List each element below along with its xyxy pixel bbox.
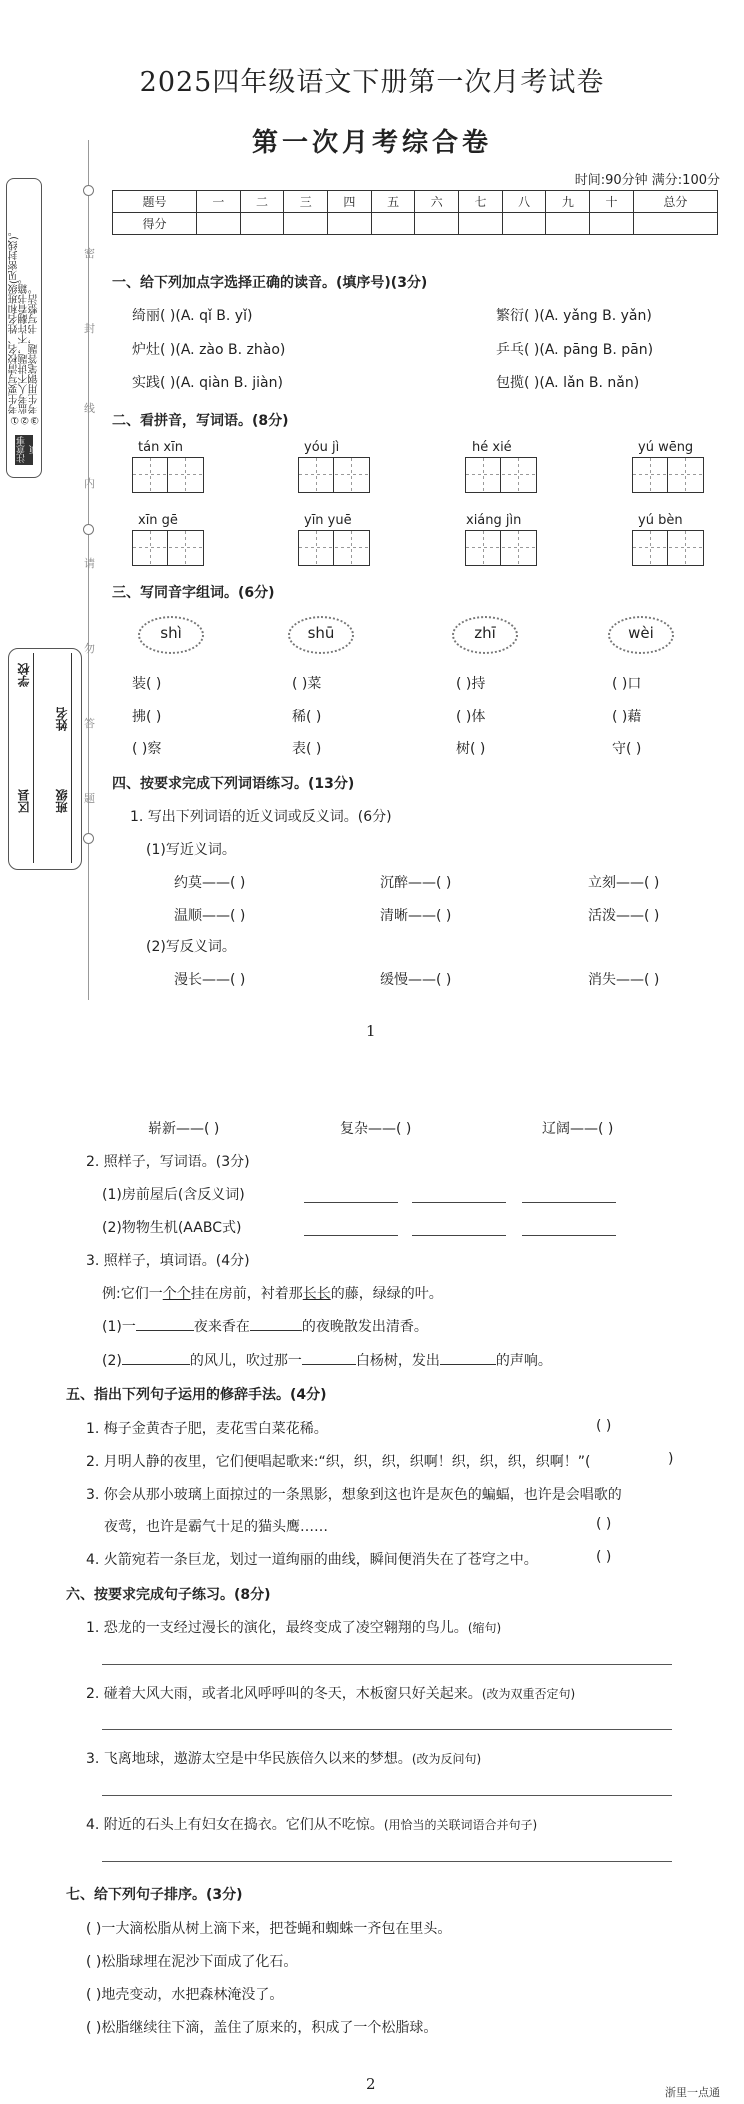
document-title: 2025四年级语文下册第一次月考试卷: [139, 67, 605, 98]
sub-question: (1)写近义词。: [146, 842, 236, 858]
score-cell[interactable]: [633, 213, 717, 235]
question-item: 乒乓( )(A. pāng B. pān): [496, 342, 654, 358]
binding-char: 答: [84, 717, 95, 730]
table-cell: 题号: [113, 191, 197, 213]
score-cell[interactable]: [284, 213, 328, 235]
score-table: [112, 190, 718, 235]
question-item: ( )藉: [612, 709, 642, 725]
question-item: 活泼——( ): [588, 908, 660, 924]
notice-item: ①考生要写清校名、姓名和班级(见密封线)。: [9, 226, 20, 425]
question-text: 1. 恐龙的一支经过漫长的演化，最终变成了凌空翱翔的鸟儿。: [86, 1620, 468, 1636]
writing-grid[interactable]: [298, 530, 370, 566]
question-item: 实践( )(A. qiàn B. jiàn): [132, 375, 283, 391]
sub-question: 2. 照样子，写词语。(3分): [86, 1154, 250, 1170]
score-cell[interactable]: [371, 213, 415, 235]
question-hint: (改为双重否定句): [481, 1687, 576, 1701]
score-table-row: [113, 213, 718, 235]
score-cell[interactable]: [196, 213, 240, 235]
question-item: 树( ): [456, 741, 486, 757]
writing-grid[interactable]: [465, 530, 537, 566]
binding-char: 密: [84, 247, 95, 260]
notice-box: [6, 178, 42, 478]
pinyin-badge: shū: [288, 616, 354, 654]
question-item: 稀( ): [292, 709, 322, 725]
answer-blank[interactable]: [304, 1202, 398, 1203]
ordering-item: ( )松脂继续往下滴，盖住了原来的，积成了一个松脂球。: [86, 2020, 438, 2036]
pinyin-badge: wèi: [608, 616, 674, 654]
question-item: [86, 1748, 481, 1768]
pinyin-label: tán xīn: [138, 440, 183, 455]
question-item: 包揽( )(A. lǎn B. nǎn): [496, 375, 640, 391]
question-text: 4. 附近的石头上有妇女在捣衣。它们从不吃惊。: [86, 1817, 384, 1833]
table-cell: 十: [590, 191, 634, 213]
question-item: 清晰——( ): [380, 908, 452, 924]
question-item: 守( ): [612, 741, 642, 757]
ordering-item: ( )地壳变动，水把森林淹没了。: [86, 1987, 284, 2003]
question-item: ( )菜: [292, 676, 322, 692]
writing-grid[interactable]: [132, 457, 204, 493]
question-item: 装( ): [132, 676, 162, 692]
pinyin-label: xīn gē: [138, 513, 178, 528]
fill-blank[interactable]: [250, 1330, 302, 1331]
answer-paren[interactable]: ( ): [596, 1549, 612, 1565]
example-text: 的藤，绿绿的叶。: [330, 1286, 443, 1302]
question-item: 漫长——( ): [174, 972, 246, 988]
score-cell[interactable]: [546, 213, 590, 235]
binding-char: 题: [84, 792, 95, 805]
question-hint: (改为反问句): [411, 1752, 482, 1766]
binding-hole-2: [83, 524, 94, 535]
score-cell[interactable]: [502, 213, 546, 235]
answer-blank[interactable]: [522, 1202, 616, 1203]
question-item: 2. 月明人静的夜里，它们便唱起歌来:“织，织，织，织啊！织，织，织，织啊！”(: [86, 1454, 591, 1470]
question-text: 3. 飞离地球，遨游太空是中华民族倍久以来的梦想。: [86, 1751, 412, 1767]
question-item: ( )持: [456, 676, 486, 692]
question-item: 消失——( ): [588, 972, 660, 988]
table-cell: 四: [328, 191, 372, 213]
fill-blank[interactable]: [122, 1364, 190, 1365]
binding-hole-3: [83, 833, 94, 844]
table-cell: 二: [240, 191, 284, 213]
section-2-title: 二、看拼音，写词语。(8分): [112, 413, 289, 429]
score-cell[interactable]: [590, 213, 634, 235]
sub-question: (2)写反义词。: [146, 939, 236, 955]
table-cell: 三: [284, 191, 328, 213]
fill-blank[interactable]: [136, 1330, 194, 1331]
example-text: 例:它们一: [102, 1286, 163, 1302]
answer-paren[interactable]: ( ): [596, 1418, 612, 1434]
table-cell: 七: [459, 191, 503, 213]
pinyin-label: xiáng jìn: [466, 513, 522, 528]
score-cell[interactable]: [240, 213, 284, 235]
fill-sentence: [102, 1350, 552, 1370]
pinyin-label: yú bèn: [638, 513, 683, 528]
table-cell: 五: [371, 191, 415, 213]
binding-char: 封: [84, 322, 95, 335]
pinyin-label: yú wēng: [638, 440, 694, 455]
student-info-box: [8, 648, 82, 870]
writing-grid[interactable]: [132, 530, 204, 566]
pinyin-badge: shì: [138, 616, 204, 654]
pinyin-label: yóu jì: [304, 440, 340, 455]
table-cell: 一: [196, 191, 240, 213]
section-5-title: 五、指出下列句子运用的修辞手法。(4分): [66, 1387, 327, 1403]
question-item: 炉灶( )(A. zào B. zhào): [132, 342, 286, 358]
exam-title: 第一次月考综合卷: [251, 128, 492, 158]
section-1-title: 一、给下列加点字选择正确的读音。(填序号)(3分): [112, 275, 428, 291]
question-item: ( )察: [132, 741, 162, 757]
table-cell: 八: [502, 191, 546, 213]
table-cell: 九: [546, 191, 590, 213]
writing-grid[interactable]: [465, 457, 537, 493]
sub-question: (1)房前屋后(含反义词): [102, 1187, 245, 1203]
school-label: 学校: [17, 663, 31, 687]
sub-question: 3. 照样子，填词语。(4分): [86, 1253, 250, 1269]
section-4-title: 四、按要求完成下列词语练习。(13分): [112, 776, 355, 792]
fill-sentence: [102, 1316, 428, 1336]
ordering-item: ( )一大滴松脂从树上滴下来，把苍蝇和蜘蛛一齐包在里头。: [86, 1921, 452, 1937]
fill-text: 的声响。: [495, 1353, 552, 1369]
binding-char: 勿: [84, 642, 95, 655]
notice-item: ②监考人不讲题，不许翻看书籍。: [19, 274, 30, 425]
ordering-item: ( )松脂球埋在泥沙下面成了化石。: [86, 1954, 298, 1970]
writing-grid[interactable]: [632, 530, 704, 566]
page-number: 2: [366, 2075, 376, 2093]
fill-text: 的风儿，吹过那一: [189, 1353, 302, 1369]
question-item: 绮丽( )(A. qǐ B. yǐ): [132, 308, 253, 324]
name-label: 姓名: [55, 707, 69, 731]
fill-text: (2): [102, 1353, 122, 1369]
footer-watermark: 浙里一点通: [665, 2086, 720, 2099]
question-text: 2. 碰着大风大雨，或者北风呼呼叫的冬天，木板窗只好关起来。: [86, 1686, 482, 1702]
district-label: 区县: [17, 789, 31, 813]
question-item: 温顺——( ): [174, 908, 246, 924]
answer-blank[interactable]: [412, 1202, 506, 1203]
question-item: 繁衍( )(A. yǎng B. yǎn): [496, 308, 652, 324]
question-item: ( )体: [456, 709, 486, 725]
example-text: 挂在房前，衬着那: [190, 1286, 303, 1302]
question-item: 复杂——( ): [340, 1121, 412, 1137]
question-item: ( )口: [612, 676, 642, 692]
binding-char: 请: [84, 557, 95, 570]
score-cell[interactable]: [459, 213, 503, 235]
answer-line[interactable]: [102, 1664, 672, 1665]
question-item: 沉醉——( ): [380, 875, 452, 891]
question-hint: (用恰当的关联词语合并句子): [383, 1818, 538, 1832]
fill-text: (1)一: [102, 1319, 136, 1335]
binding-hole-1: [83, 185, 94, 196]
writing-grid[interactable]: [632, 457, 704, 493]
question-item: 4. 火箭宛若一条巨龙，划过一道绚丽的曲线，瞬间便消失在了苍穹之中。: [86, 1552, 538, 1568]
pinyin-badge: zhī: [452, 616, 518, 654]
score-cell[interactable]: [328, 213, 372, 235]
section-6-title: 六、按要求完成句子练习。(8分): [66, 1587, 271, 1603]
question-item: 约莫——( ): [174, 875, 246, 891]
answer-line[interactable]: [102, 1861, 672, 1862]
fill-text: 白杨树，发出: [355, 1353, 440, 1369]
class-label: 班级: [55, 789, 69, 813]
binding-char: 线: [84, 402, 95, 415]
answer-blank[interactable]: [412, 1235, 506, 1236]
section-7-title: 七、给下列句子排序。(3分): [66, 1887, 243, 1903]
answer-line[interactable]: [102, 1795, 672, 1796]
score-table-header: [113, 191, 718, 213]
table-cell: 六: [415, 191, 459, 213]
fill-blank[interactable]: [440, 1364, 496, 1365]
example-underlined: 个个: [162, 1286, 191, 1302]
pinyin-label: yīn yuē: [304, 513, 352, 528]
question-item: 立刻——( ): [588, 875, 660, 891]
fill-text: 夜来香在: [193, 1319, 250, 1335]
time-score-info: 时间:90分钟 满分:100分: [574, 173, 720, 188]
question-hint: (缩句): [467, 1621, 502, 1635]
question-item: 1. 梅子金黄杏子肥，麦花雪白菜花稀。: [86, 1421, 328, 1437]
writing-grid[interactable]: [298, 457, 370, 493]
table-cell: 总分: [633, 191, 717, 213]
question-item: 缓慢——( ): [380, 972, 452, 988]
answer-blank[interactable]: [304, 1235, 398, 1236]
question-item: [86, 1617, 501, 1637]
example-underlined: 长长: [302, 1286, 331, 1302]
question-item: 3. 你会从那小玻璃上面掠过的一条黑影，想象到这也许是灰色的蝙蝠，也许是会唱歌的: [86, 1487, 622, 1503]
notice-item: ③考生用钢笔答题，书写整洁。: [29, 284, 40, 425]
fill-text: 的夜晚散发出清香。: [301, 1319, 428, 1335]
answer-paren[interactable]: ( ): [596, 1516, 612, 1532]
notice-label: 注意事项: [17, 436, 40, 464]
sub-question: (2)物物生机(AABC式): [102, 1220, 242, 1236]
question-item: 崭新——( ): [148, 1121, 220, 1137]
question-item: [86, 1683, 575, 1703]
answer-blank[interactable]: [522, 1235, 616, 1236]
section-3-title: 三、写同音字组词。(6分): [112, 585, 275, 601]
question-item: [86, 1814, 537, 1834]
answer-line[interactable]: [102, 1729, 672, 1730]
score-cell[interactable]: [415, 213, 459, 235]
answer-paren[interactable]: ): [668, 1451, 674, 1467]
question-item: 夜莺，也许是霸气十足的猫头鹰……: [104, 1519, 328, 1535]
question-item: 表( ): [292, 741, 322, 757]
page-number: 1: [366, 1022, 376, 1040]
question-item: 辽阔——( ): [542, 1121, 614, 1137]
binding-char: 内: [84, 477, 95, 490]
pinyin-label: hé xié: [472, 440, 512, 455]
sub-question: 1. 写出下列词语的近义词或反义词。(6分): [130, 809, 392, 825]
table-cell: 得分: [113, 213, 197, 235]
question-item: 拂( ): [132, 709, 162, 725]
fill-blank[interactable]: [302, 1364, 356, 1365]
example-sentence: [102, 1283, 443, 1303]
